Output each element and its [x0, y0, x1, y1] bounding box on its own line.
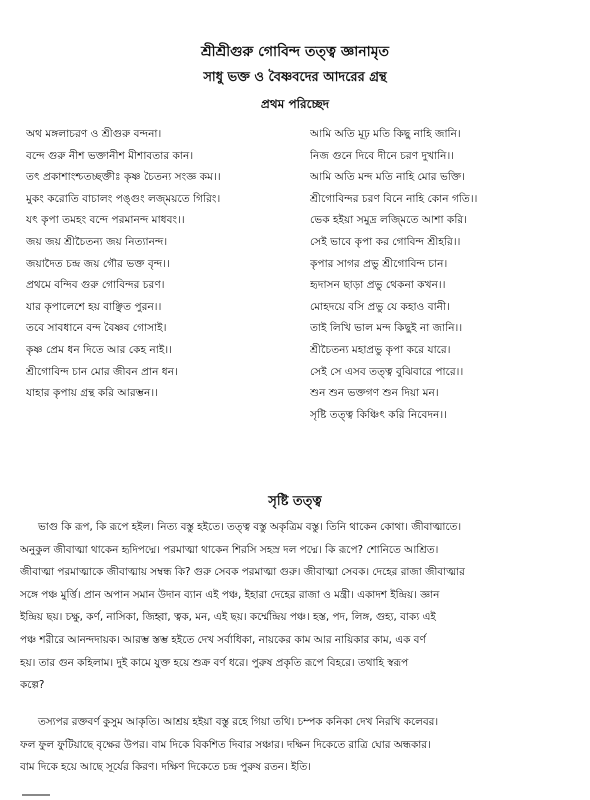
verse-line: নিজ গুনে দিবে দীনে চরণ দুখানি।। — [310, 149, 455, 162]
scan-edge-mark — [22, 794, 50, 796]
verse-line: তৎ প্রকাশাংশ্চতচ্ছক্তীঃ কৃষ্ণ চৈতন্য সংজ্ঞ কম।। — [26, 171, 221, 184]
verse-line: শ্রীচৈতন্য মহাপ্রভু কৃপা করে যারে। — [310, 343, 451, 356]
book-title: শ্রীশ্রীগুরু গোবিন্দ তত্ত্ব জ্ঞানামৃত — [201, 44, 389, 60]
paragraph-line: হয়। তার গুন কহিলাম। দুই কামে যুক্ত হয়ে শুক্র বর্ণ ধরে। পুরুষ প্রকৃতি রূপে বিহরে। তথাহি স্বরূপ — [20, 656, 409, 669]
verse-line: অথ মঙ্গলাচরণ ও শ্রীগুরু বন্দনা। — [26, 128, 162, 140]
verse-line: মোহদয়ে বসি প্রভু যে কহাও বানী। — [310, 300, 450, 313]
verse-line: ভেক হইয়া সমুদ্র লজ্মিতে আশা করি। — [310, 214, 467, 227]
verse-line: জয়াদৈত চন্দ্র জয় গৌর ভক্ত বৃন্দ।। — [26, 257, 170, 270]
paragraph-line: কল্পে? — [20, 679, 45, 692]
verse-line: তবে সাবধানে বন্দ বৈষ্ণব গোসাই। — [26, 322, 167, 335]
paragraph-line: বাম দিকে হয়ে আছে সূর্যের কিরণ। দক্ষিণ দিকেতে চন্দ্র পুরুষ রতন। ইতি। — [20, 761, 311, 774]
verse-line: কৃপার সাগর প্রভু শ্রীগোবিন্দ চান। — [310, 257, 448, 270]
verse-line: প্রথমে বন্দিব গুরু গোবিন্দর চরণ। — [26, 279, 165, 292]
verse-line: তাই লিখি ভাল মন্দ কিছুই না জানি।। — [310, 322, 463, 335]
chapter-heading: প্রথম পরিচ্ছেদ — [260, 97, 330, 111]
verse-line: সৃষ্টি তত্ত্ব কিঞ্চিৎ করি নিবেদন।। — [310, 408, 447, 421]
book-subtitle: সাধু ভক্ত ও বৈষ্ণবদের আদরের গ্রন্থ — [203, 70, 387, 85]
paragraph-line: ইন্দ্রিয় ছয়। চক্ষু, কর্ণ, নাসিকা, জিহ্বা, ত্বক, মন, এই ছয়। কর্ম্মেন্দ্রিয় পঞ্চ। হস্ত, পদ, লিঙ্গ, গুহ্য, বাক্য এই — [20, 611, 436, 624]
paragraph-line: ফল ফুল ফুটিয়াছে বৃক্ষের উপর। বাম দিকে বিকশিত দিবার সঞ্চার। দক্ষিন দিকেতে রাত্রি ঘোর অন্ধকার। — [20, 738, 431, 751]
paragraph-line: তস্যপর রক্তবর্ণ কুসুম আকৃতি। আশ্রয় হইয়া বস্তু রহে গিয়া তথি। চম্পক কনিকা দেখ নিরখি কলেবর। — [38, 716, 439, 728]
verse-line: শুন শুন ভক্তগণ শুন দিয়া মন। — [310, 387, 439, 400]
paragraph-line: ভাগু কি রূপ, কি রূপে হইল। নিত্য বস্তু হইতে। তত্ত্ব বস্তু অকৃত্রিম বস্তু। তিনি থাকেন কোথা। জীবাত্মাতে। — [38, 521, 462, 533]
verse-line: কৃষ্ণ প্রেম ধন দিতে আর কেহ নাই।। — [26, 343, 172, 356]
verse-line: হৃদাসন ছাড়া প্রভু থেকনা কখন।। — [310, 279, 446, 292]
verse-line: সেই ভাবে কৃপা কর গোবিন্দ শ্রীহরি।। — [310, 235, 461, 248]
verse-column-left — [26, 124, 306, 405]
verse-line: শ্রীগোবিন্দর চরণ বিনে নাহি কোন গতি।। — [310, 192, 478, 205]
verse-line: যাহার কৃপায় গ্রন্থ করি আরম্ভন।। — [26, 387, 158, 400]
verse-line: সেই সে এসব তত্ত্ব বুঝিবারে পারে।। — [310, 365, 464, 378]
paragraph-line: সঙ্গে পঞ্চ মুর্ত্তি। প্রান অপান সমান উদান ব্যান এই পঞ্চ, ইহারা দেহের রাজা ও মন্ত্রী। একাদশ ইন্দ্রিয়। জ্ঞান — [20, 588, 440, 601]
verse-line: যার কৃপালেশে হয় বাঞ্ছিত পুরন।। — [26, 300, 162, 313]
verse-line: যৎ কৃপা তমহং বন্দে পরমানন্দ মাধবং।। — [26, 214, 185, 227]
paragraph-line: জীবাত্মা পরমাত্মাকে জীবাত্মায় সম্বন্ধ কি? গুরু সেবক পরমাত্মা গুরু। জীবাত্মা সেবক। দেহের রাজা জীবাত্মার — [20, 566, 465, 579]
verse-line: আমি অতি মন্দ মতি নাহি মোর ভক্তি। — [310, 171, 465, 184]
section-heading: সৃষ্টি তত্ত্ব — [268, 494, 322, 509]
verse-column-right — [310, 124, 575, 426]
verse-line: জয় জয় শ্রীচৈতন্য জয় নিত্যানন্দ। — [26, 235, 168, 248]
verse-line: শ্রীগোবিন্দ চান মোর জীবন প্রান ধন। — [26, 365, 178, 378]
paragraph — [20, 516, 576, 697]
verse-line: মুকং করোতি বাচালং পঙ্গুং লজ্ময়তে গিরিং। — [26, 192, 221, 205]
paragraph — [20, 711, 576, 779]
paragraph-line: পঞ্চ শরীরে আনন্দদায়ক। আরম্ভ স্তম্ভ হইতে দেখ সর্বাধিকা, নায়কের কাম আর নায়িকার কাম, এক বর্ণ — [20, 633, 426, 646]
paragraph-line: অনুকুল জীবাত্মা থাকেন হৃদিপদ্মে। পরমাত্মা থাকেন শিরসি সহস্র দল পদ্মে। কি রূপে? শোনিতে আশ্রিত। — [20, 543, 439, 556]
verse-line: বন্দে গুরু নীশ ভক্তানীশ মীশাবতার কান। — [26, 149, 194, 162]
verse-line: আমি অতি মূঢ় মতি কিছু নাহি জানি। — [310, 128, 461, 140]
